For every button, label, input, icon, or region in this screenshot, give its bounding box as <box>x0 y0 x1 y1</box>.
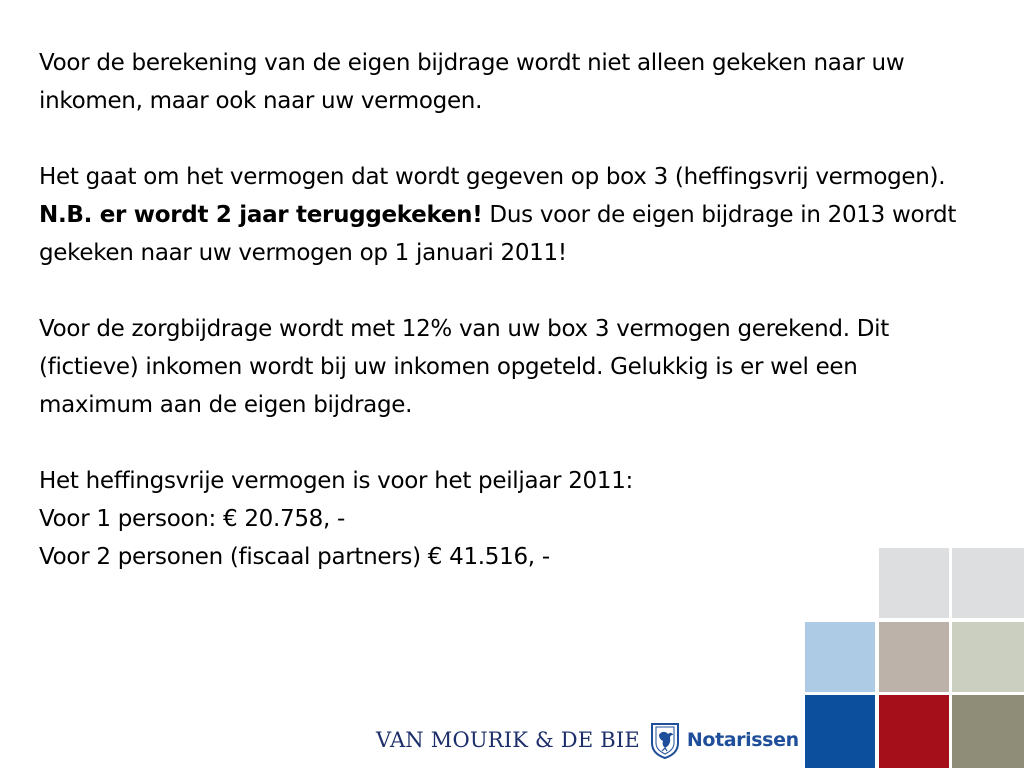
tile <box>952 695 1024 768</box>
paragraph-box3-emphasis: N.B. er wordt 2 jaar teruggekeken! <box>39 202 483 228</box>
amount-one-person: Voor 1 persoon: € 20.758, - <box>39 506 346 532</box>
tile <box>952 622 1024 692</box>
company-logo <box>376 717 799 763</box>
paragraph-box3 <box>39 158 969 272</box>
paragraph-intro: Voor de berekening van de eigen bijdrage wordt niet alleen gekeken naar uw inkomen, maar ook naar uw vermogen. <box>39 50 905 114</box>
amount-two-persons: Voor 2 personen (fiscaal partners) € 41.516, - <box>39 544 550 570</box>
slide-body <box>39 44 969 576</box>
tile <box>879 622 949 692</box>
bird-seal-icon <box>649 721 681 759</box>
paragraph-box3-end: Dus voor de eigen bijdrage in 2013 wordt gekeken naar uw vermogen op 1 januari 2011! <box>39 202 957 266</box>
paragraph-zorgbijdrage: Voor de zorgbijdrage wordt met 12% van uw box 3 vermogen gerekend. Dit (fictieve) inkomen wordt bij uw inkomen opgeteld. Gelukkig is er wel een maximum aan de eigen bijdrage. <box>39 316 889 418</box>
decorative-tile-grid <box>805 548 1024 768</box>
tile <box>879 548 949 618</box>
tile <box>805 622 875 692</box>
paragraph-heffingsvrij: Het heffingsvrije vermogen is voor het peiljaar 2011: <box>39 468 634 494</box>
logo-name: VAN MOURIK & DE BIE <box>376 728 640 752</box>
paragraph-box3-start: Het gaat om het vermogen dat wordt gegeven op box 3 (heffingsvrij vermogen). <box>39 164 946 190</box>
tile <box>879 695 949 768</box>
logo-suffix: Notarissen <box>686 729 799 751</box>
tile <box>805 695 875 768</box>
tile <box>952 548 1024 618</box>
